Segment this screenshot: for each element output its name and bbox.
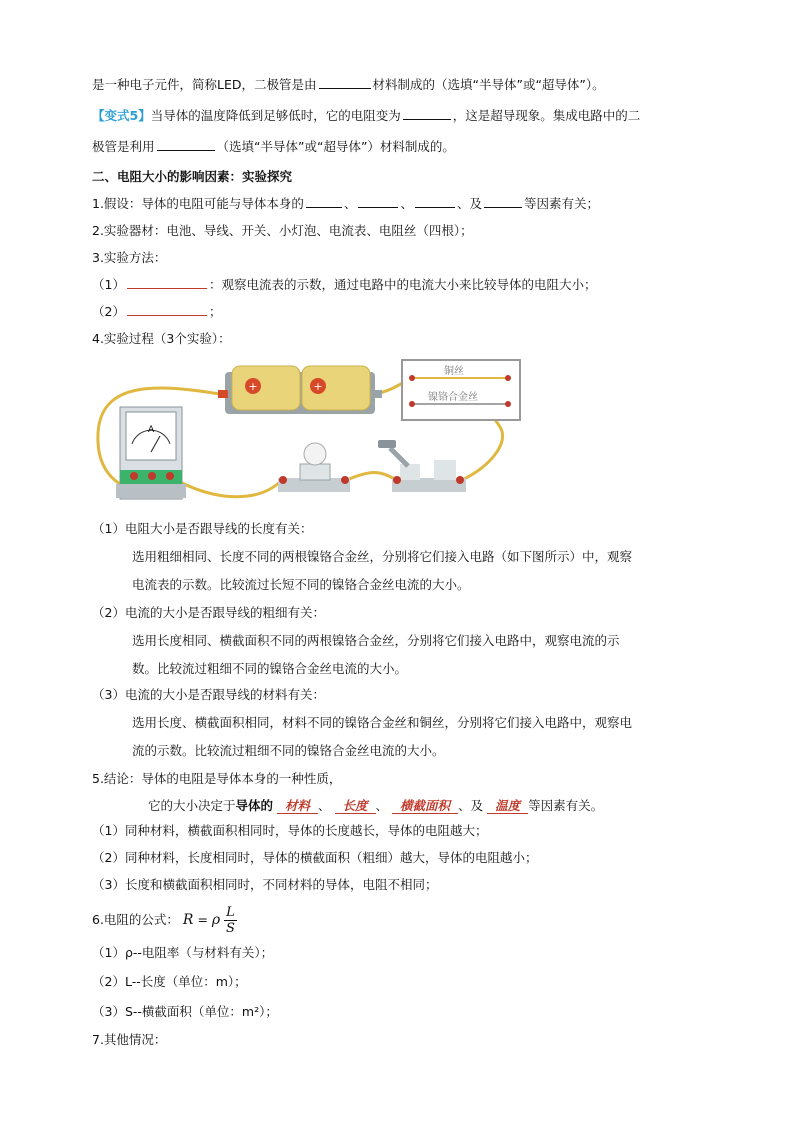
battery-icon: [218, 366, 382, 414]
formula-item: （1）ρ--电阻率（与材料有关）；: [92, 945, 274, 960]
method-item-2: （2） ；: [92, 304, 222, 319]
answer-blank[interactable]: [127, 276, 207, 289]
exp3-text: 选用长度、横截面积相同，材料不同的镍铬合金丝和铜丝，分别将它们接入电路中，观察电: [132, 715, 633, 730]
formula-item: （3）S--横截面积（单位：m²）；: [92, 1004, 278, 1019]
answer-blank[interactable]: [306, 195, 342, 208]
formula-r: R: [182, 912, 194, 928]
conclusion-line: 它的大小决定于导体的 材料 、 长度 、 横截面积 、及 温度 等因素有关。: [148, 798, 604, 813]
answer-area: 横截面积: [392, 798, 458, 814]
exp2-text: 数。比较流过粗细不同的镍铬合金丝电流的大小。: [132, 661, 408, 676]
answer-blank[interactable]: [484, 195, 522, 208]
answer-temperature: 温度: [487, 798, 528, 814]
ammeter-icon: [116, 407, 186, 499]
answer-blank[interactable]: [403, 107, 451, 120]
answer-blank[interactable]: [415, 195, 455, 208]
answer-blank[interactable]: [157, 138, 215, 151]
other-title: 7.其他情况：: [92, 1032, 167, 1047]
switch-icon: [378, 440, 466, 492]
exp3-title: （3）电流的大小是否跟导线的材料有关：: [92, 687, 325, 702]
equipment-line: 2.实验器材：电池、导线、开关、小灯泡、电流表、电阻丝（四根）；: [92, 223, 473, 238]
meter-letter: A: [148, 425, 155, 435]
exp2-title: （2）电流的大小是否跟导线的粗细有关：: [92, 605, 325, 620]
method-item-1: （1） ：观察电流表的示数，通过电路中的电流大小来比较导体的电阻大小；: [92, 277, 597, 292]
variant5-line1: 【变式5】当导体的温度降低到足够低时，它的电阻变为 ，这是超导现象。集成电路中的二: [92, 108, 641, 123]
exp3-text: 流的示数。比较流过粗细不同的镍铬合金丝电流的大小。: [132, 743, 445, 758]
resistance-board: [402, 360, 520, 420]
variant5-line2: 极管是利用 （选填“半导体”或“超导体”）材料制成的。: [92, 139, 455, 154]
conclusion-item: （1）同种材料，横截面积相同时，导体的长度越长，导体的电阻越大；: [92, 823, 488, 838]
svg-text:+: +: [248, 380, 258, 393]
wire-label-copper: 铜丝: [444, 366, 464, 377]
conclusion-item: （3）长度和横截面积相同时，不同材料的导体，电阻不相同；: [92, 877, 438, 892]
wire: [180, 480, 282, 497]
hypothesis-line: 1.假设：导体的电阻可能与导体本身的 、 、 、及 等因素有关；: [92, 196, 599, 211]
formula-line: 6.电阻的公式： R = ρ $\frac{L}{S}$: [92, 905, 235, 936]
conclusion-title: 5.结论：导体的电阻是导体本身的一种性质，: [92, 771, 342, 786]
answer-length: 长度: [335, 798, 376, 814]
exp2-text: 选用长度相同、横截面积不同的两根镍铬合金丝，分别将它们接入电路中，观察电流的示: [132, 633, 620, 648]
exp1-text: 电流表的示数。比较流过长短不同的镍铬合金丝电流的大小。: [132, 577, 470, 592]
wire-label-nichrome: 镍铬合金丝: [428, 392, 478, 403]
bulb-icon: [278, 443, 350, 492]
circuit-figure: [90, 352, 530, 512]
exp1-text: 选用粗细相同、长度不同的两根镍铬合金丝，分别将它们接入电路（如下图所示）中，观察: [132, 549, 633, 564]
answer-blank[interactable]: [358, 195, 398, 208]
exp1-title: （1）电阻大小是否跟导线的长度有关：: [92, 521, 313, 536]
formula-fraction: $\frac{L}{S}$: [226, 905, 235, 936]
formula-rho: ρ: [211, 912, 221, 928]
process-title: 4.实验过程（3个实验）：: [92, 331, 231, 346]
method-title: 3.实验方法：: [92, 250, 167, 265]
answer-blank[interactable]: [319, 76, 371, 89]
formula-item: （2）L--长度（单位：m）；: [92, 974, 247, 989]
answer-material: 材料: [277, 798, 318, 814]
section-heading: 二、电阻大小的影响因素：实验探究: [92, 169, 293, 184]
conclusion-item: （2）同种材料，长度相同时，导体的横截面积（粗细）越大，导体的电阻越小；: [92, 850, 538, 865]
variant-tag: 【变式5】: [92, 108, 151, 123]
line-led: 是一种电子元件，简称LED，二极管是由 材料制成的（选填“半导体”或“超导体”）。: [92, 77, 605, 92]
wire: [347, 473, 396, 481]
svg-text:+: +: [313, 380, 323, 393]
answer-blank[interactable]: [127, 303, 207, 316]
